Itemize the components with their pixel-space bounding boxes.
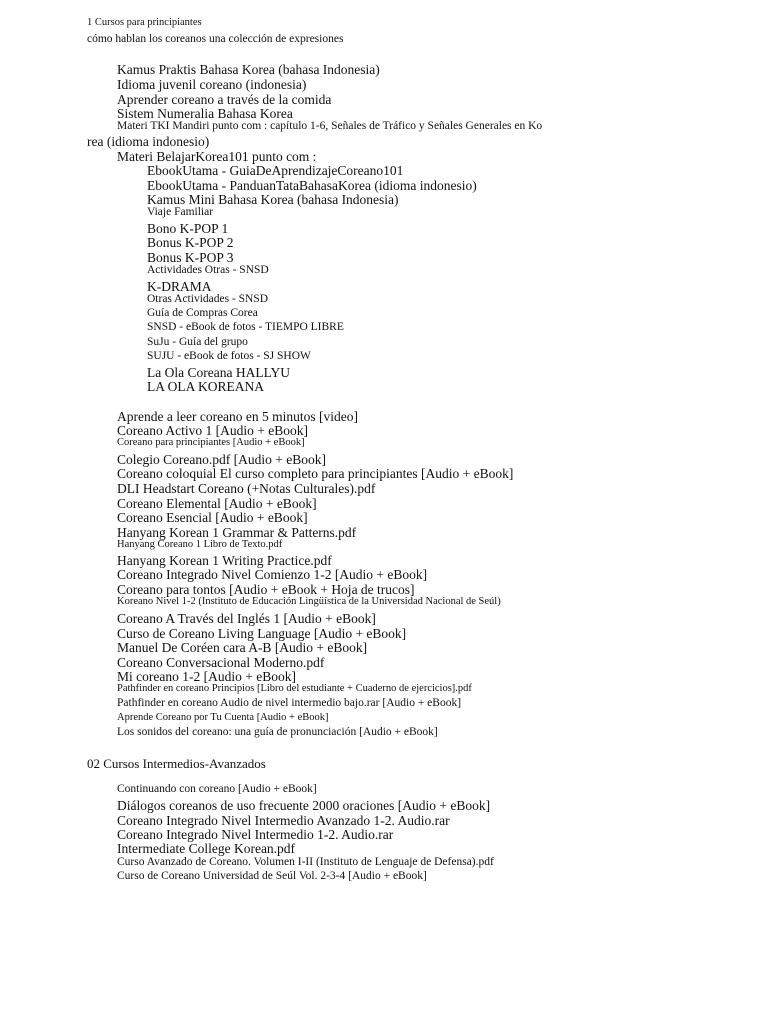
course-item: Coreano Activo 1 [Audio + eBook] — [117, 423, 308, 438]
course-item: Diálogos coreanos de uso frecuente 2000 oraciones [Audio + eBook] — [117, 798, 491, 813]
course-item: Los sonidos del coreano: una guía de pronunciación [Audio + eBook] — [117, 726, 438, 738]
sublist-item: K-DRAMA — [147, 279, 212, 294]
course-item: Coreano A Través del Inglés 1 [Audio + eBook] — [117, 611, 376, 626]
section-subtitle: cómo hablan los coreanos una colección de expresiones — [87, 33, 344, 45]
course-item: Hanyang Coreano 1 Libro de Texto.pdf — [117, 539, 283, 550]
course-item: Curso Avanzado de Coreano. Volumen I-II (Instituto de Lenguaje de Defensa).pdf — [117, 856, 494, 868]
sublist-item: SUJU - eBook de fotos - SJ SHOW — [147, 350, 311, 362]
course-item: Coreano Integrado Nivel Comienzo 1-2 [Audio + eBook] — [117, 567, 428, 582]
course-item: Coreano Integrado Nivel Intermedio Avanzado 1-2. Audio.rar — [117, 813, 450, 828]
course-item: Aprende a leer coreano en 5 minutos [video] — [117, 409, 359, 424]
course-item: Coreano para principiantes [Audio + eBook] — [117, 437, 305, 448]
course-item: Pathfinder en coreano Principios [Libro del estudiante + Cuaderno de ejercicios].pdf — [117, 683, 472, 694]
course-item: Aprende Coreano por Tu Cuenta [Audio + eBook] — [117, 712, 329, 723]
sublist-item: Guía de Compras Corea — [147, 307, 258, 319]
sublist-item: SNSD - eBook de fotos - TIEMPO LIBRE — [147, 321, 344, 333]
list-item: Kamus Praktis Bahasa Korea (bahasa Indonesia) — [117, 62, 380, 77]
course-item: Coreano coloquial El curso completo para principiantes [Audio + eBook] — [117, 466, 514, 481]
course-item: Curso de Coreano Living Language [Audio + eBook] — [117, 626, 407, 641]
course-item: Curso de Coreano Universidad de Seúl Vol. 2-3-4 [Audio + eBook] — [117, 870, 427, 882]
sublist-item: Bono K-POP 1 — [147, 221, 229, 236]
sublist-item: Actividades Otras - SNSD — [147, 264, 269, 276]
course-item: Koreano Nivel 1-2 (Instituto de Educación Lingüística de la Universidad Nacional de Seúl) — [117, 596, 501, 607]
sublist-item: Viaje Familiar — [147, 206, 214, 218]
course-item: Coreano Esencial [Audio + eBook] — [117, 510, 308, 525]
sublist-item: EbookUtama - PanduanTataBahasaKorea (idioma indonesio) — [147, 178, 477, 193]
list-item: Sistem Numeralia Bahasa Korea — [117, 106, 293, 121]
course-item: Coreano para tontos [Audio + eBook + Hoja de trucos] — [117, 582, 415, 597]
course-item: Coreano Integrado Nivel Intermedio 1-2. Audio.rar — [117, 827, 394, 842]
course-item: Manuel De Coréen cara A-B [Audio + eBook] — [117, 640, 368, 655]
section-heading: 02 Cursos Intermedios-Avanzados — [87, 756, 266, 771]
list-item: Idioma juvenil coreano (indonesia) — [117, 77, 307, 92]
course-item: DLI Headstart Coreano (+Notas Culturales).pdf — [117, 481, 376, 496]
list-item: Materi TKI Mandiri punto com : capítulo 1-6, Señales de Tráfico y Señales Generales en Ko — [117, 120, 543, 132]
sublist-item: Otras Actividades - SNSD — [147, 293, 269, 305]
course-item: Pathfinder en coreano Audio de nivel intermedio bajo.rar [Audio + eBook] — [117, 697, 462, 709]
sublist-item: LA OLA KOREANA — [147, 379, 264, 394]
course-item: Mi coreano 1-2 [Audio + eBook] — [117, 669, 296, 684]
course-item: Coreano Conversacional Moderno.pdf — [117, 655, 325, 670]
list-item: Aprender coreano a través de la comida — [117, 92, 332, 107]
course-item: Colegio Coreano.pdf [Audio + eBook] — [117, 452, 326, 467]
list-item-continuation: rea (idioma indonesio) — [87, 134, 210, 149]
course-item: Hanyang Korean 1 Grammar & Patterns.pdf — [117, 525, 357, 540]
course-item: Intermediate College Korean.pdf — [117, 841, 296, 856]
sublist-item: Bonus K-POP 3 — [147, 250, 234, 265]
list-item: Materi BelajarKorea101 punto com : — [117, 149, 317, 164]
sublist-item: Kamus Mini Bahasa Korea (bahasa Indonesia) — [147, 192, 399, 207]
section-title: 1 Cursos para principiantes — [87, 17, 202, 28]
course-item: Coreano Elemental [Audio + eBook] — [117, 496, 317, 511]
course-item: Continuando con coreano [Audio + eBook] — [117, 783, 317, 795]
sublist-item: EbookUtama - GuiaDeAprendizajeCoreano101 — [147, 163, 404, 178]
course-item: Hanyang Korean 1 Writing Practice.pdf — [117, 553, 332, 568]
sublist-item: SuJu - Guía del grupo — [147, 336, 248, 348]
sublist-item: La Ola Coreana HALLYU — [147, 365, 290, 380]
sublist-item: Bonus K-POP 2 — [147, 235, 234, 250]
